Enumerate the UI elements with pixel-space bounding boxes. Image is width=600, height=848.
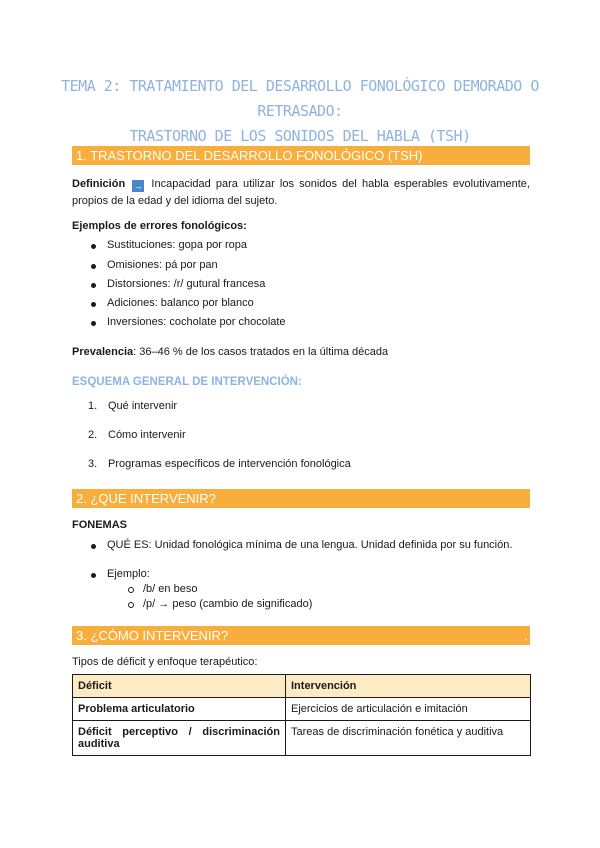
title-line-2: TRASTORNO DE LOS SONIDOS DEL HABLA (TSH) (129, 127, 471, 145)
arrow-right-icon: → (133, 181, 143, 191)
sub-list-item: /p/ → peso (cambio de significado) (143, 598, 313, 610)
table-header-row (73, 675, 531, 698)
prevalence-line (72, 346, 388, 358)
definition-label: Definición (72, 178, 126, 190)
fonemas-label: FONEMAS (72, 519, 127, 531)
scheme-item-1 (88, 400, 178, 412)
section-3-heading: 3. ¿CÓMO INTERVENIR? . (72, 626, 530, 645)
scheme-item-number: 1. (88, 400, 98, 412)
table-row (73, 721, 531, 756)
scheme-item-3 (88, 458, 351, 470)
table-cell: Tareas de discriminación fonética y auditiva (286, 721, 531, 756)
scheme-item-text: Programas específicos de intervención fonológica (108, 458, 351, 470)
title-line-1: TEMA 2: TRATAMIENTO DEL DESARROLLO FONOLÓGICO DEMORADO O RETRASADO: (61, 77, 539, 120)
table-cell: Ejercicios de articulación e imitación (286, 698, 531, 721)
table-row (73, 698, 531, 721)
list-item: Adiciones: balanco por blanco (107, 297, 254, 309)
deficit-table (72, 674, 531, 756)
list-item: Sustituciones: gopa por ropa (107, 239, 248, 251)
table-header-cell: Déficit (73, 675, 286, 698)
list-item: Distorsiones: /r/ gutural francesa (107, 278, 266, 290)
scheme-item-2 (88, 429, 186, 441)
section-1-heading: 1. TRASTORNO DEL DESARROLLO FONOLÓGICO (TSH) (72, 146, 530, 165)
sub-list-item: /b/ en beso (143, 583, 198, 595)
prevalence-text: : 36–46 % de los casos tratados en la última década (133, 346, 389, 358)
scheme-item-number: 2. (88, 429, 98, 441)
scheme-item-text: Cómo intervenir (108, 429, 186, 441)
table-header-cell: Intervención (286, 675, 531, 698)
scheme-title: ESQUEMA GENERAL DE INTERVENCIÓN: (72, 376, 302, 388)
section-2-heading: 2. ¿QUE INTERVENIR? (72, 489, 530, 508)
document-title (60, 74, 540, 149)
list-item: Omisiones: pá por pan (107, 259, 218, 271)
table-intro: Tipos de déficit y enfoque terapéutico: (72, 656, 258, 668)
list-item: Inversiones: cocholate por chocolate (107, 316, 286, 328)
table-cell: Déficit perceptivo / discriminación auditiva (73, 721, 286, 756)
scheme-item-number: 3. (88, 458, 98, 470)
examples-title: Ejemplos de errores fonológicos: (72, 220, 247, 232)
table-cell: Problema articulatorio (73, 698, 286, 721)
list-item: QUÉ ES: Unidad fonológica mínima de una lengua. Unidad definida por su función. (107, 539, 513, 551)
scheme-item-text: Qué intervenir (108, 400, 178, 412)
prevalence-label: Prevalencia (72, 346, 134, 358)
definition-text: Incapacidad para utilizar los sonidos del habla esperables evolutivamente, propios de la edad y del idioma del sujeto. (72, 178, 530, 207)
list-item: Ejemplo: (107, 568, 150, 580)
definition-paragraph (72, 176, 530, 210)
